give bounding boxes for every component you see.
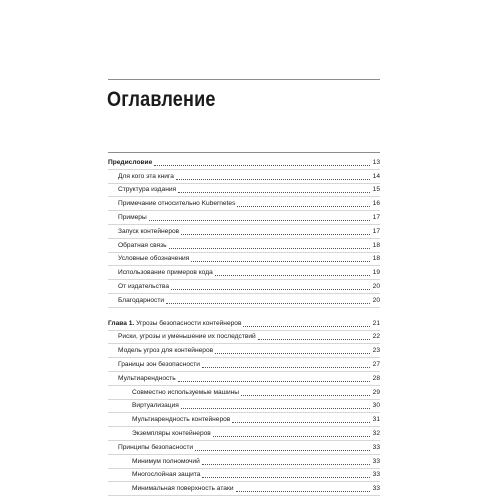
- toc-entry-title: [132, 469, 200, 481]
- toc-entry: [108, 344, 380, 358]
- toc-entry-page: 20: [372, 282, 380, 290]
- toc-entry-title: [118, 212, 147, 224]
- dot-leader: [237, 206, 370, 207]
- top-rule: [108, 79, 380, 80]
- dot-leader: [215, 353, 370, 354]
- toc-entry-title-text: Принципы безопасности: [118, 443, 194, 451]
- toc-entry-title-text: Экземпляры контейнеров: [132, 429, 211, 437]
- toc-entry-page: 27: [372, 360, 380, 368]
- toc-entry-title-text: Минимальная поверхность атаки: [132, 485, 234, 493]
- toc-entry-title: [118, 295, 164, 307]
- toc-entry: [108, 280, 380, 294]
- dot-leader: [232, 422, 370, 423]
- dot-leader: [258, 339, 370, 340]
- toc-entry-title: [108, 157, 152, 169]
- dot-leader: [181, 234, 370, 235]
- toc-entry: [108, 413, 380, 427]
- toc-entry-page: 17: [372, 227, 380, 235]
- toc-entry-title: [132, 387, 239, 399]
- toc-entry-title: [132, 483, 234, 495]
- toc-entry-title-text: Риски, угрозы и уменьшение их последствий: [118, 333, 256, 341]
- toc-entry-page: 21: [372, 319, 380, 327]
- toc-entry-title-text: Модель угроз для контейнеров: [118, 347, 214, 355]
- page-title: Оглавление: [107, 88, 216, 111]
- dot-leader: [213, 436, 370, 437]
- dot-leader: [178, 381, 370, 382]
- toc-entry-title-bold: Глава 1.: [108, 319, 135, 327]
- toc-entry-title-text: Для кого эта книга: [118, 172, 174, 180]
- toc-entry-page: 16: [372, 200, 380, 208]
- toc-entry-title-text: Примечание относительно Kubernetes: [118, 200, 236, 208]
- toc-entry-title-text: Мультиарендность контейнеров: [132, 416, 231, 424]
- toc-entry-title: [118, 281, 169, 293]
- toc-entry-title-bold: Предисловие: [108, 158, 153, 166]
- toc-entry-title-text: Обратная связь: [118, 241, 167, 249]
- toc-entry-title: [118, 240, 167, 252]
- toc-entry: [108, 358, 380, 372]
- toc-entry-page: 33: [372, 471, 380, 479]
- toc-header-rule: [108, 152, 380, 153]
- toc-entry-page: 19: [372, 269, 380, 277]
- toc-entry: [108, 372, 380, 386]
- toc-entry-title: [132, 414, 230, 426]
- toc-entry-title: [118, 198, 235, 210]
- toc-entry-title: [118, 267, 213, 279]
- toc-entry-title: [132, 456, 200, 468]
- toc-entry: [108, 184, 380, 198]
- dot-leader: [169, 248, 370, 249]
- toc-entry-page: 31: [372, 416, 380, 424]
- dot-leader: [178, 192, 370, 193]
- toc-entry: [108, 441, 380, 455]
- toc-entry-title-text: Виртуализация: [132, 402, 179, 410]
- toc-entry: [108, 455, 380, 469]
- toc-entry: [108, 331, 380, 345]
- toc-entry-title: [108, 318, 241, 330]
- dot-leader: [202, 477, 370, 478]
- toc-entry-title: [132, 428, 211, 440]
- toc-entry-title-text: Многослойная защита: [132, 471, 201, 479]
- toc-entry-title: [132, 400, 179, 412]
- toc-entry: [108, 197, 380, 211]
- dot-leader: [202, 464, 370, 465]
- toc-entry: [108, 225, 380, 239]
- toc-entry: [108, 482, 380, 496]
- table-of-contents: [108, 156, 380, 496]
- dot-leader: [215, 275, 370, 276]
- dot-leader: [176, 179, 370, 180]
- toc-entry-page: 29: [372, 388, 380, 396]
- toc-entry-page: 13: [372, 158, 380, 166]
- toc-entry-page: 14: [372, 172, 380, 180]
- toc-entry-page: 22: [372, 333, 380, 341]
- dot-leader: [171, 289, 370, 290]
- dot-leader: [191, 261, 370, 262]
- toc-entry-page: 33: [372, 485, 380, 493]
- toc-entry-title: [118, 345, 213, 357]
- toc-entry-page: 18: [372, 241, 380, 249]
- toc-entry-title-text: От издательства: [118, 282, 170, 290]
- dot-leader: [195, 450, 370, 451]
- toc-entry: [108, 427, 380, 441]
- dot-leader: [243, 326, 370, 327]
- dot-leader: [154, 165, 370, 166]
- toc-entry: [108, 211, 380, 225]
- toc-entry-title-text: Минимум полномочий: [132, 457, 200, 465]
- dot-leader: [181, 408, 370, 409]
- toc-entry-page: 18: [372, 255, 380, 263]
- toc-entry-title-text: Структура издания: [118, 186, 177, 194]
- toc-entry-page: 33: [372, 443, 380, 451]
- dot-leader: [241, 395, 370, 396]
- toc-entry-title: [118, 331, 256, 343]
- toc-entry-page: 15: [372, 186, 380, 194]
- toc-entry-page: 23: [372, 347, 380, 355]
- toc-entry-page: 32: [372, 429, 380, 437]
- dot-leader: [166, 303, 370, 304]
- toc-entry: [108, 294, 380, 308]
- dot-leader: [236, 491, 370, 492]
- toc-entry-title-text: Благодарности: [118, 296, 165, 304]
- dot-leader: [149, 220, 370, 221]
- toc-section: [108, 156, 380, 308]
- toc-entry-page: 33: [372, 457, 380, 465]
- toc-entry-page: 17: [372, 213, 380, 221]
- toc-entry: [108, 400, 380, 414]
- toc-entry-title-text: Угрозы безопасности контейнеров: [134, 319, 242, 327]
- toc-entry-title: [118, 226, 179, 238]
- toc-entry: [108, 386, 380, 400]
- toc-entry-title: [118, 253, 189, 265]
- toc-entry-page: 28: [372, 374, 380, 382]
- toc-entry: [108, 253, 380, 267]
- toc-entry-title-text: Совместно используемые машины: [132, 388, 240, 396]
- toc-entry-title: [118, 373, 176, 385]
- toc-entry: [108, 469, 380, 483]
- toc-entry-title: [118, 184, 176, 196]
- toc-entry-page: 20: [372, 296, 380, 304]
- toc-entry-title: [118, 171, 174, 183]
- toc-entry-title: [118, 442, 193, 454]
- toc-entry: [108, 317, 380, 331]
- toc-entry-title-text: Мультиарендность: [118, 374, 176, 382]
- toc-section: [108, 317, 380, 496]
- toc-entry-title: [118, 359, 200, 371]
- toc-entry: [108, 266, 380, 280]
- toc-entry-title-text: Запуск контейнеров: [118, 227, 180, 235]
- toc-entry: [108, 170, 380, 184]
- toc-entry-page: 30: [372, 402, 380, 410]
- toc-entry-title-text: Границы зон безопасности: [118, 360, 200, 368]
- toc-entry-title-text: Примеры: [118, 213, 147, 221]
- toc-entry: [108, 156, 380, 170]
- dot-leader: [202, 367, 370, 368]
- toc-entry: [108, 239, 380, 253]
- toc-entry-title-text: Использование примеров кода: [118, 269, 213, 277]
- toc-entry-title-text: Условные обозначения: [118, 255, 190, 263]
